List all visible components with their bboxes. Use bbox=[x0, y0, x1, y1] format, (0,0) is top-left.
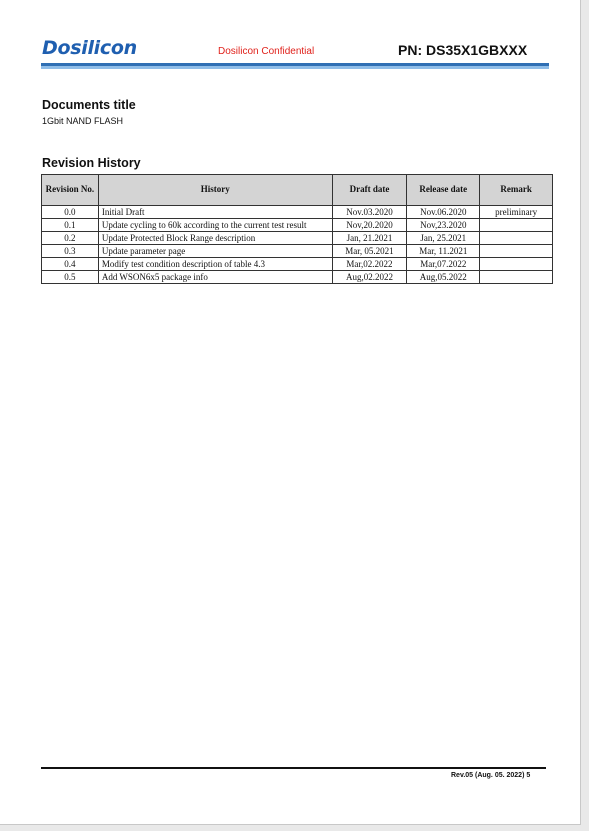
confidential-label: Dosilicon Confidential bbox=[218, 46, 315, 57]
footer-rule bbox=[41, 767, 546, 769]
cell-draft-date: Jan, 21.2021 bbox=[332, 232, 407, 245]
cell-revision: 0.5 bbox=[42, 271, 99, 284]
cell-remark bbox=[480, 232, 553, 245]
footer-revision-page: Rev.05 (Aug. 05. 2022) 5 bbox=[451, 772, 531, 779]
cell-history: Initial Draft bbox=[98, 206, 332, 219]
revision-table bbox=[41, 174, 553, 284]
cell-draft-date: Mar,02.2022 bbox=[332, 258, 407, 271]
part-number: PN: DS35X1GBXXX bbox=[398, 42, 528, 58]
cell-release-date: Nov.06.2020 bbox=[407, 206, 480, 219]
table-row bbox=[42, 206, 553, 219]
column-header-release-date: Release date bbox=[407, 175, 480, 206]
cell-remark bbox=[480, 245, 553, 258]
table-row bbox=[42, 258, 553, 271]
cell-history: Modify test condition description of table 4.3 bbox=[98, 258, 332, 271]
cell-remark bbox=[480, 258, 553, 271]
documents-title-value: 1Gbit NAND FLASH bbox=[42, 116, 124, 126]
cell-draft-date: Aug,02.2022 bbox=[332, 271, 407, 284]
cell-release-date: Aug,05.2022 bbox=[407, 271, 480, 284]
table-row bbox=[42, 245, 553, 258]
cell-revision: 0.2 bbox=[42, 232, 99, 245]
cell-remark: preliminary bbox=[480, 206, 553, 219]
cell-revision: 0.1 bbox=[42, 219, 99, 232]
cell-revision: 0.0 bbox=[42, 206, 99, 219]
cell-draft-date: Nov,20.2020 bbox=[332, 219, 407, 232]
cell-history: Add WSON6x5 package info bbox=[98, 271, 332, 284]
cell-draft-date: Mar, 05.2021 bbox=[332, 245, 407, 258]
cell-remark bbox=[480, 271, 553, 284]
cell-release-date: Jan, 25.2021 bbox=[407, 232, 480, 245]
cell-revision: 0.3 bbox=[42, 245, 99, 258]
cell-remark bbox=[480, 219, 553, 232]
brand-logo: Dosilicon bbox=[42, 37, 137, 59]
table-row bbox=[42, 219, 553, 232]
column-header-draft-date: Draft date bbox=[332, 175, 407, 206]
cell-release-date: Mar,07.2022 bbox=[407, 258, 480, 271]
table-row bbox=[42, 271, 553, 284]
cell-history: Update parameter page bbox=[98, 245, 332, 258]
column-header-revision: Revision No. bbox=[42, 175, 99, 206]
cell-history: Update cycling to 60k according to the current test result bbox=[98, 219, 332, 232]
cell-draft-date: Nov.03.2020 bbox=[332, 206, 407, 219]
column-header-history: History bbox=[98, 175, 332, 206]
cell-revision: 0.4 bbox=[42, 258, 99, 271]
header-rule-shadow bbox=[41, 66, 549, 69]
cell-release-date: Mar, 11.2021 bbox=[407, 245, 480, 258]
table-row bbox=[42, 232, 553, 245]
cell-release-date: Nov,23.2020 bbox=[407, 219, 480, 232]
cell-history: Update Protected Block Range description bbox=[98, 232, 332, 245]
documents-title-heading: Documents title bbox=[42, 98, 136, 112]
revision-history-heading: Revision History bbox=[42, 156, 141, 170]
column-header-remark: Remark bbox=[480, 175, 553, 206]
table-header-row bbox=[42, 175, 553, 206]
